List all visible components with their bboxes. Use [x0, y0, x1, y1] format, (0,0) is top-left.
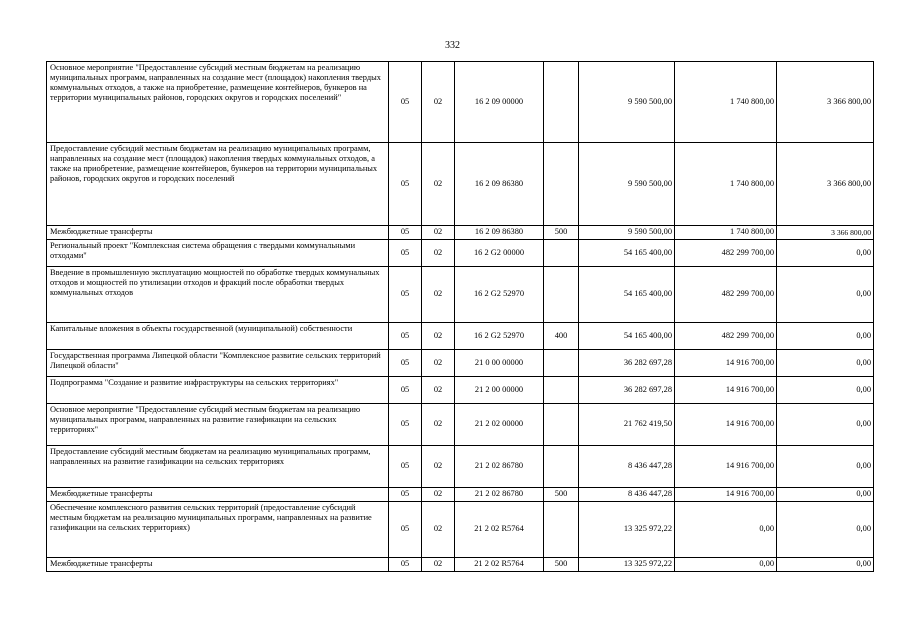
- row-subsection: 02: [422, 404, 455, 446]
- row-sum-3: 3 366 800,00: [777, 143, 874, 226]
- row-subsection: 02: [422, 267, 455, 323]
- row-sum-1: 36 282 697,28: [579, 377, 675, 404]
- row-sum-1: 13 325 972,22: [579, 558, 675, 572]
- budget-table: [46, 61, 874, 572]
- row-target-code: 21 2 02 86780: [455, 488, 544, 502]
- row-subsection: 02: [422, 143, 455, 226]
- row-sum-2: 14 916 700,00: [675, 350, 777, 377]
- row-target-code: 16 2 09 86380: [455, 143, 544, 226]
- table-row: [47, 377, 874, 404]
- row-name: Межбюджетные трансферты: [47, 488, 389, 502]
- row-sum-3: 0,00: [777, 446, 874, 488]
- row-target-code: 21 2 02 86780: [455, 446, 544, 488]
- row-subsection: 02: [422, 350, 455, 377]
- row-name: Капитальные вложения в объекты государственной (муниципальной) собственности: [47, 323, 389, 350]
- row-sum-3: 0,00: [777, 267, 874, 323]
- row-expense-type: [544, 404, 579, 446]
- row-name: Основное мероприятие "Предоставление субсидий местным бюджетам на реализацию муниципальных программ, направленных на создание мест (площадок) накопления твердых коммунальных отходов, а также на приобретение, размещение контейнеров, бункеров на территории муниципальных районов, городских округов и городских поселений": [47, 62, 389, 143]
- row-sum-1: 9 590 500,00: [579, 226, 675, 240]
- row-expense-type: 500: [544, 558, 579, 572]
- row-sum-2: 482 299 700,00: [675, 240, 777, 267]
- row-sum-1: 9 590 500,00: [579, 62, 675, 143]
- row-target-code: 21 2 02 00000: [455, 404, 544, 446]
- row-subsection: 02: [422, 558, 455, 572]
- row-sum-3: 0,00: [777, 240, 874, 267]
- row-subsection: 02: [422, 62, 455, 143]
- row-sum-1: 54 165 400,00: [579, 323, 675, 350]
- row-expense-type: [544, 267, 579, 323]
- row-section: 05: [389, 488, 422, 502]
- row-expense-type: [544, 377, 579, 404]
- row-name: Предоставление субсидий местным бюджетам на реализацию муниципальных программ, направленных на создание мест (площадок) накопления твердых коммунальных отходов, а также на приобретение, размещение контейнеров, бункеров на территории муниципальных районов, городских округов и городских поселений: [47, 143, 389, 226]
- row-target-code: 16 2 09 00000: [455, 62, 544, 143]
- row-section: 05: [389, 62, 422, 143]
- row-section: 05: [389, 446, 422, 488]
- row-name: Межбюджетные трансферты: [47, 558, 389, 572]
- row-subsection: 02: [422, 488, 455, 502]
- page-number: 332: [445, 40, 460, 51]
- row-target-code: 16 2 G2 00000: [455, 240, 544, 267]
- row-expense-type: [544, 446, 579, 488]
- row-sum-3: 3 366 800,00: [777, 62, 874, 143]
- row-section: 05: [389, 143, 422, 226]
- table-row: [47, 143, 874, 226]
- row-sum-2: 14 916 700,00: [675, 488, 777, 502]
- row-sum-2: 1 740 800,00: [675, 143, 777, 226]
- row-expense-type: [544, 143, 579, 226]
- row-name: Обеспечение комплексного развития сельских территорий (предоставление субсидий местным бюджетам на реализацию муниципальных программ, направленных на развитие газификации на сельских территориях): [47, 502, 389, 558]
- table-row: [47, 240, 874, 267]
- row-section: 05: [389, 377, 422, 404]
- row-sum-2: 1 740 800,00: [675, 62, 777, 143]
- table-row: [47, 350, 874, 377]
- row-name: Основное мероприятие "Предоставление субсидий местным бюджетам на реализацию муниципальных программ, направленных на развитие газификации на сельских территориях": [47, 404, 389, 446]
- row-sum-2: 14 916 700,00: [675, 446, 777, 488]
- row-expense-type: 500: [544, 226, 579, 240]
- row-sum-2: 14 916 700,00: [675, 404, 777, 446]
- row-sum-1: 8 436 447,28: [579, 446, 675, 488]
- row-sum-1: 8 436 447,28: [579, 488, 675, 502]
- row-sum-1: 54 165 400,00: [579, 267, 675, 323]
- table-row: [47, 226, 874, 240]
- row-subsection: 02: [422, 502, 455, 558]
- row-sum-1: 9 590 500,00: [579, 143, 675, 226]
- row-name: Государственная программа Липецкой области "Комплексное развитие сельских территорий Липецкой области": [47, 350, 389, 377]
- row-target-code: 16 2 09 86380: [455, 226, 544, 240]
- row-sum-2: 0,00: [675, 558, 777, 572]
- row-section: 05: [389, 267, 422, 323]
- row-section: 05: [389, 404, 422, 446]
- row-section: 05: [389, 323, 422, 350]
- row-sum-2: 14 916 700,00: [675, 377, 777, 404]
- table-row: [47, 502, 874, 558]
- row-name: Предоставление субсидий местным бюджетам на реализацию муниципальных программ, направленных на развитие газификации на сельских территориях: [47, 446, 389, 488]
- row-sum-3: 0,00: [777, 502, 874, 558]
- row-sum-2: 1 740 800,00: [675, 226, 777, 240]
- table-row: [47, 323, 874, 350]
- row-sum-3: 3 366 800,00: [777, 226, 874, 240]
- row-target-code: 21 2 02 R5764: [455, 502, 544, 558]
- row-target-code: 21 2 00 00000: [455, 377, 544, 404]
- row-target-code: 16 2 G2 52970: [455, 267, 544, 323]
- table-row: [47, 404, 874, 446]
- row-sum-3: 0,00: [777, 377, 874, 404]
- row-target-code: 16 2 G2 52970: [455, 323, 544, 350]
- row-name: Подпрограмма "Создание и развитие инфраструктуры на сельских территориях": [47, 377, 389, 404]
- row-sum-3: 0,00: [777, 350, 874, 377]
- row-section: 05: [389, 502, 422, 558]
- row-name: Введение в промышленную эксплуатацию мощностей по обработке твердых коммунальных отходов и мощностей по утилизации отходов и фракций после обработки твердых коммунальных отходов: [47, 267, 389, 323]
- row-subsection: 02: [422, 240, 455, 267]
- row-expense-type: [544, 240, 579, 267]
- row-section: 05: [389, 240, 422, 267]
- row-sum-1: 21 762 419,50: [579, 404, 675, 446]
- row-sum-2: 0,00: [675, 502, 777, 558]
- row-name: Региональный проект "Комплексная система обращения с твердыми коммунальными отходами": [47, 240, 389, 267]
- row-sum-3: 0,00: [777, 488, 874, 502]
- row-sum-1: 36 282 697,28: [579, 350, 675, 377]
- row-sum-2: 482 299 700,00: [675, 323, 777, 350]
- row-subsection: 02: [422, 377, 455, 404]
- row-target-code: 21 2 02 R5764: [455, 558, 544, 572]
- row-expense-type: 400: [544, 323, 579, 350]
- row-sum-1: 13 325 972,22: [579, 502, 675, 558]
- row-section: 05: [389, 226, 422, 240]
- row-section: 05: [389, 350, 422, 377]
- row-sum-3: 0,00: [777, 323, 874, 350]
- table-row: [47, 62, 874, 143]
- row-name: Межбюджетные трансферты: [47, 226, 389, 240]
- row-subsection: 02: [422, 323, 455, 350]
- row-target-code: 21 0 00 00000: [455, 350, 544, 377]
- row-subsection: 02: [422, 226, 455, 240]
- row-sum-1: 54 165 400,00: [579, 240, 675, 267]
- table-row: [47, 267, 874, 323]
- row-expense-type: [544, 62, 579, 143]
- row-section: 05: [389, 558, 422, 572]
- row-expense-type: 500: [544, 488, 579, 502]
- row-subsection: 02: [422, 446, 455, 488]
- row-sum-3: 0,00: [777, 404, 874, 446]
- row-sum-2: 482 299 700,00: [675, 267, 777, 323]
- row-sum-3: 0,00: [777, 558, 874, 572]
- table-row: [47, 446, 874, 488]
- row-expense-type: [544, 350, 579, 377]
- table-row: [47, 558, 874, 572]
- table-row: [47, 488, 874, 502]
- row-expense-type: [544, 502, 579, 558]
